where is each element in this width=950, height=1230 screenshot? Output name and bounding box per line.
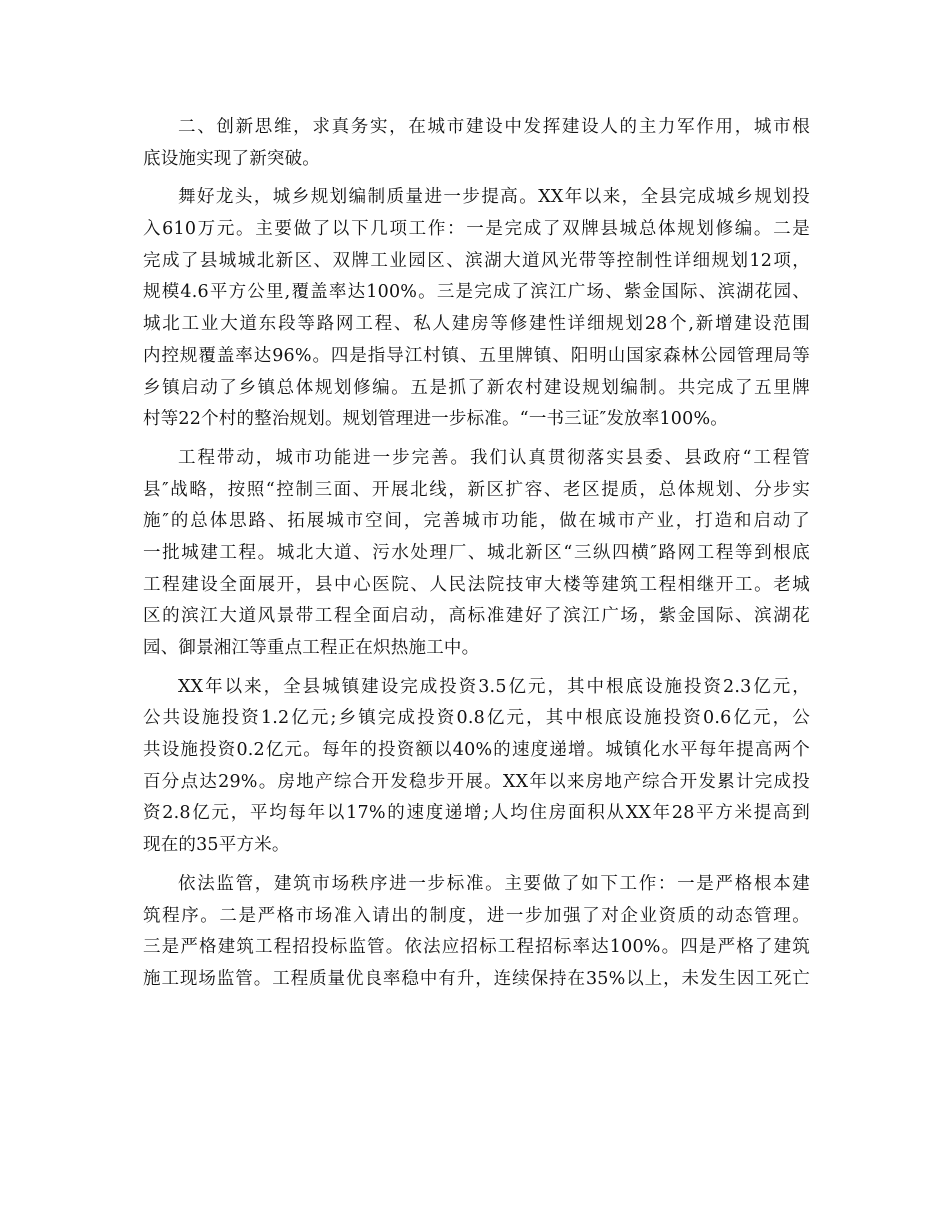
- text-line: 施″的总体思路、拓展城市空间，完善城市功能，做在城市产业，打造和启动了: [143, 511, 810, 532]
- text-line: 内控规覆盖率达96%。四是指导江村镇、五里牌镇、阳明山国家森林公园管理局等: [143, 345, 810, 366]
- paragraph-5: [143, 869, 810, 996]
- paragraph-4: [143, 672, 810, 862]
- text-line: 工程建设全面展开，县中心医院、人民法院技审大楼等建筑工程相继开工。老城: [143, 574, 810, 595]
- text-line: 施工现场监管。工程质量优良率稳中有升，连续保持在35%以上，未发生因工死亡: [143, 968, 810, 989]
- text-line: 工程带动，城市功能进一步完善。我们认真贯彻落实县委、县政府“工程管: [178, 447, 810, 468]
- text-line: 城北工业大道东段等路网工程、私人建房等修建性详细规划28个,新增建设范围: [143, 314, 810, 335]
- text-line: 资2.8亿元，平均每年以17%的速度递增;人均住房面积从XX年28平方米提高到: [143, 803, 810, 824]
- text-line: 一批城建工程。城北大道、污水处理厂、城北新区“三纵四横″路网工程等到根底: [143, 542, 810, 563]
- text-line: 共设施投资0.2亿元。每年的投资额以40%的速度递增。城镇化水平每年提高两个: [143, 740, 810, 761]
- text-line: 入610万元。主要做了以下几项工作：一是完成了双牌县城总体规划修编。二是: [143, 219, 810, 240]
- text-line: 县″战略，按照“控制三面、开展北线，新区扩容、老区提质，总体规划、分步实: [143, 479, 810, 500]
- document-body: [143, 112, 810, 1003]
- paragraph-2: [143, 182, 810, 436]
- text-line: 百分点达29%。房地产综合开发稳步开展。XX年以来房地产综合开发累计完成投: [143, 771, 810, 792]
- text-line: 三是严格建筑工程招投标监管。依法应招标工程招标率达100%。四是严格了建筑: [143, 937, 810, 958]
- text-line: 二、创新思维，求真务实，在城市建设中发挥建设人的主力军作用，城市根: [178, 117, 810, 137]
- text-line: 完成了县城城北新区、双牌工业园区、滨湖大道风光带等控制性详细规划12项，: [143, 250, 810, 271]
- paragraph-1: [143, 112, 810, 175]
- text-line: 筑程序。二是严格市场准入请出的制度，进一步加强了对企业资质的动态管理。: [143, 905, 810, 926]
- text-line: XX年以来，全县城镇建设完成投资3.5亿元，其中根底设施投资2.3亿元，: [178, 676, 810, 697]
- paragraph-3: [143, 443, 810, 665]
- text-line: 乡镇启动了乡镇总体规划修编。五是抓了新农村建设规划编制。共完成了五里牌: [143, 377, 810, 398]
- text-line: 区的滨江大道风景带工程全面启动，高标准建好了滨江广场，紫金国际、滨湖花: [143, 606, 810, 627]
- text-line: 村等22个村的整治规划。规划管理进一步标准。“一书三证″发放率100%。: [143, 409, 728, 430]
- text-line: 公共设施投资1.2亿元;乡镇完成投资0.8亿元，其中根底设施投资0.6亿元，公: [143, 708, 810, 729]
- text-line: 依法监管，建筑市场秩序进一步标准。主要做了如下工作：一是严格根本建: [178, 873, 810, 894]
- text-line: 舞好龙头，城乡规划编制质量进一步提高。XX年以来，全县完成城乡规划投: [178, 187, 810, 208]
- text-line: 底设施实现了新突破。: [143, 148, 320, 169]
- text-line: 园、御景湘江等重点工程正在炽热施工中。: [143, 638, 480, 658]
- text-line: 现在的35平方米。: [143, 835, 290, 856]
- text-line: 规模4.6平方公里,覆盖率达100%。三是完成了滨江广场、紫金国际、滨湖花园、: [143, 282, 810, 303]
